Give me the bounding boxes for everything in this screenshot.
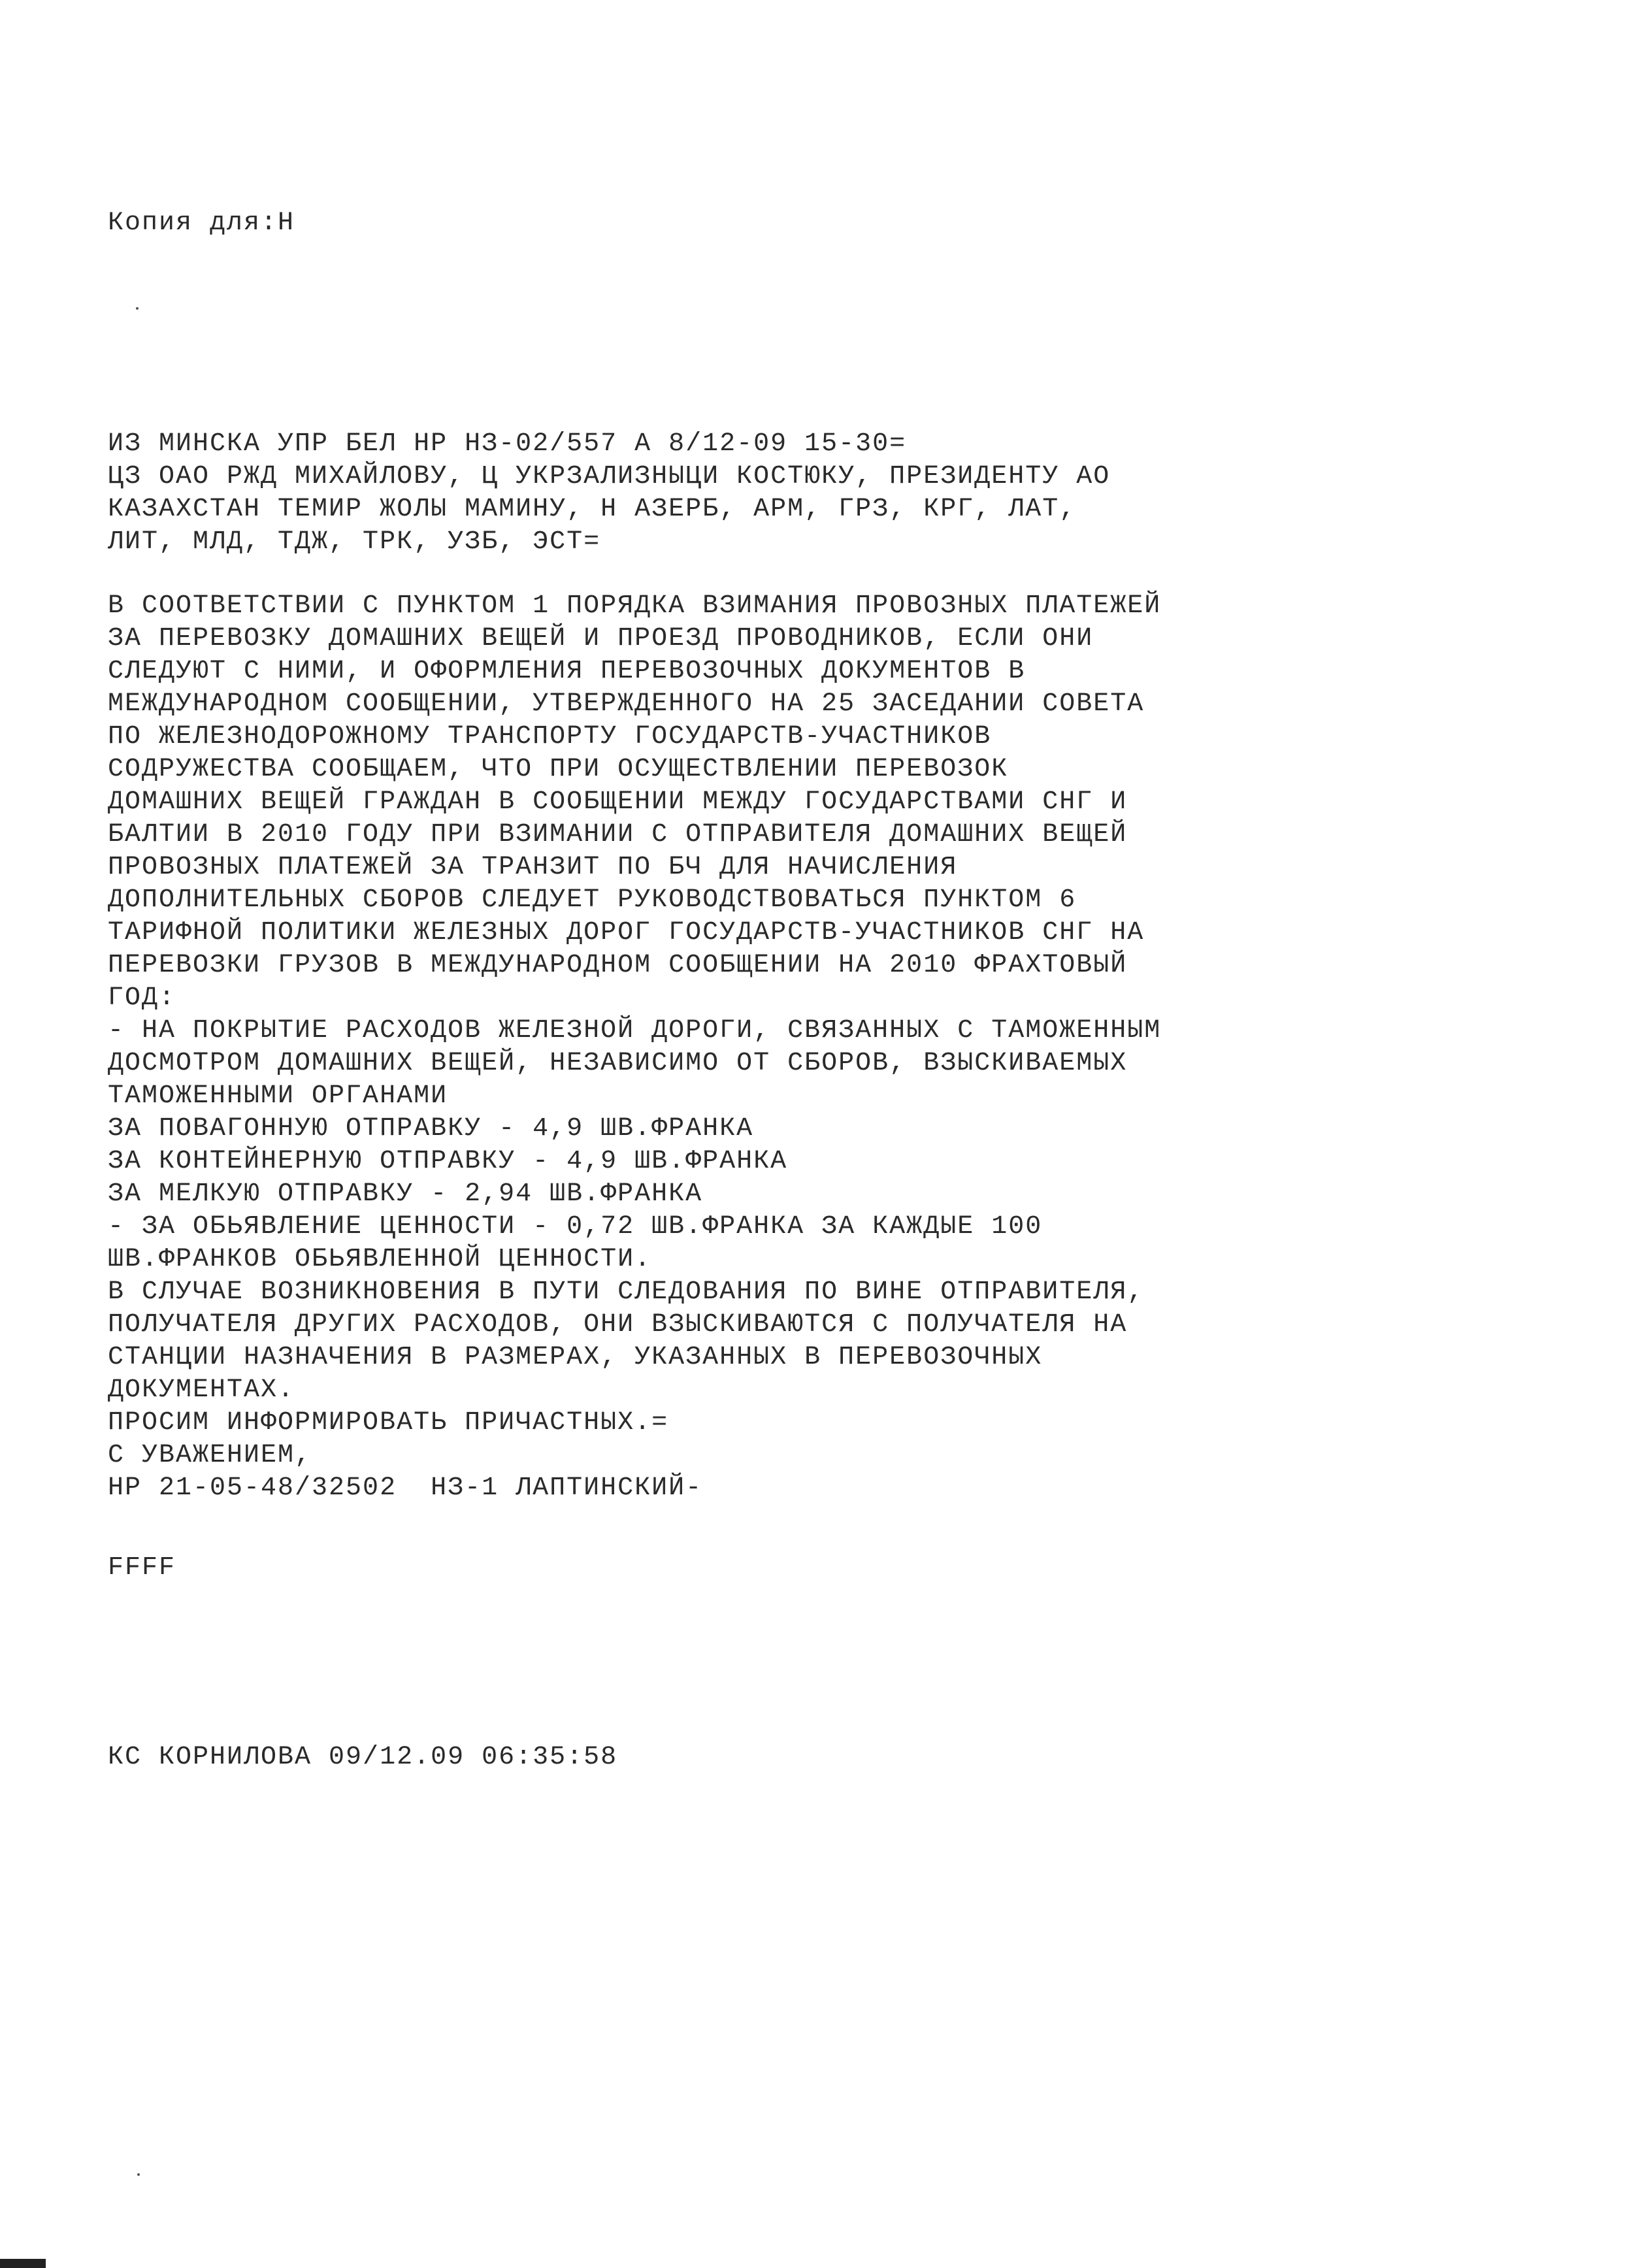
body-line: ПО ЖЕЛЕЗНОДОРОЖНОМУ ТРАНСПОРТУ ГОСУДАРСТВ-УЧАСТНИКОВ	[108, 722, 992, 751]
body-line: СТАНЦИИ НАЗНАЧЕНИЯ В РАЗМЕРАХ, УКАЗАННЫХ В ПЕРЕВОЗОЧНЫХ	[108, 1343, 1043, 1372]
body-line: ПОЛУЧАТЕЛЯ ДРУГИХ РАСХОДОВ, ОНИ ВЗЫСКИВАЮТСЯ С ПОЛУЧАТЕЛЯ НА	[108, 1310, 1128, 1339]
address-line: ЛИТ, МЛД, ТДЖ, ТРК, УЗБ, ЭСТ=	[108, 527, 601, 557]
address-line: КАЗАХСТАН ТЕМИР ЖОЛЫ МАМИНУ, Н АЗЕРБ, АРМ, ГРЗ, КРГ, ЛАТ,	[108, 495, 1077, 524]
footer-code: FFFF	[108, 1553, 176, 1583]
address-line: ЦЗ ОАО РЖД МИХАЙЛОВУ, Ц УКРЗАЛИЗНЫЦИ КОСТЮКУ, ПРЕЗИДЕНТУ АО	[108, 462, 1111, 491]
body-line: ЗА КОНТЕЙНЕРНУЮ ОТПРАВКУ - 4,9 ШВ.ФРАНКА	[108, 1147, 788, 1176]
body-line: В СЛУЧАЕ ВОЗНИКНОВЕНИЯ В ПУТИ СЛЕДОВАНИЯ ПО ВИНЕ ОТПРАВИТЕЛЯ,	[108, 1277, 1145, 1307]
body-line: ТАРИФНОЙ ПОЛИТИКИ ЖЕЛЕЗНЫХ ДОРОГ ГОСУДАРСТВ-УЧАСТНИКОВ СНГ НА	[108, 918, 1145, 947]
body-line: ГОД:	[108, 983, 176, 1013]
body-line: ЗА МЕЛКУЮ ОТПРАВКУ - 2,94 ШВ.ФРАНКА	[108, 1179, 703, 1209]
body-line: ПЕРЕВОЗКИ ГРУЗОВ В МЕЖДУНАРОДНОМ СООБЩЕНИИ НА 2010 ФРАХТОВЫЙ	[108, 951, 1128, 980]
body-line: НР 21-05-48/32502 НЗ-1 ЛАПТИНСКИЙ-	[108, 1473, 703, 1503]
body-line: СОДРУЖЕСТВА СООБЩАЕМ, ЧТО ПРИ ОСУЩЕСТВЛЕНИИ ПЕРЕВОЗОК	[108, 755, 1009, 784]
scan-speck	[136, 307, 139, 310]
body-line: ПРОВОЗНЫХ ПЛАТЕЖЕЙ ЗА ТРАНЗИТ ПО БЧ ДЛЯ НАЧИСЛЕНИЯ	[108, 853, 958, 882]
body-line: ЗА ПОВАГОННУЮ ОТПРАВКУ - 4,9 ШВ.ФРАНКА	[108, 1114, 754, 1143]
body-line: В СООТВЕТСТВИИ С ПУНКТОМ 1 ПОРЯДКА ВЗИМАНИЯ ПРОВОЗНЫХ ПЛАТЕЖЕЙ	[108, 591, 1162, 621]
body-line: - НА ПОКРЫТИЕ РАСХОДОВ ЖЕЛЕЗНОЙ ДОРОГИ, СВЯЗАННЫХ С ТАМОЖЕННЫМ	[108, 1016, 1162, 1045]
body-line: ШВ.ФРАНКОВ ОБЬЯВЛЕННОЙ ЦЕННОСТИ.	[108, 1245, 652, 1274]
body-line: БАЛТИИ В 2010 ГОДУ ПРИ ВЗИМАНИИ С ОТПРАВИТЕЛЯ ДОМАШНИХ ВЕЩЕЙ	[108, 820, 1128, 849]
address-line: ИЗ МИНСКА УПР БЕЛ НР НЗ-02/557 А 8/12-09 15-30=	[108, 429, 907, 459]
body-line: ДОПОЛНИТЕЛЬНЫХ СБОРОВ СЛЕДУЕТ РУКОВОДСТВОВАТЬСЯ ПУНКТОМ 6	[108, 885, 1077, 915]
body-line: - ЗА ОБЬЯВЛЕНИЕ ЦЕННОСТИ - 0,72 ШВ.ФРАНКА ЗА КАЖДЫЕ 100	[108, 1212, 1043, 1241]
scan-speck	[137, 2173, 140, 2176]
body-line: ЗА ПЕРЕВОЗКУ ДОМАШНИХ ВЕЩЕЙ И ПРОЕЗД ПРОВОДНИКОВ, ЕСЛИ ОНИ	[108, 624, 1094, 653]
body-line: ПРОСИМ ИНФОРМИРОВАТЬ ПРИЧАСТНЫХ.=	[108, 1408, 669, 1438]
body-line: СЛЕДУЮТ С НИМИ, И ОФОРМЛЕНИЯ ПЕРЕВОЗОЧНЫХ ДОКУМЕНТОВ В	[108, 657, 1026, 686]
copy-for-line: Копия для:Н	[108, 208, 295, 238]
scan-edge-mark	[0, 2259, 46, 2268]
body-line: ДОСМОТРОМ ДОМАШНИХ ВЕЩЕЙ, НЕЗАВИСИМО ОТ СБОРОВ, ВЗЫСКИВАЕМЫХ	[108, 1049, 1128, 1078]
body-line: С УВАЖЕНИЕМ,	[108, 1441, 312, 1470]
body-line: ТАМОЖЕННЫМИ ОРГАНАМИ	[108, 1081, 448, 1111]
body-line: ДОМАШНИХ ВЕЩЕЙ ГРАЖДАН В СООБЩЕНИИ МЕЖДУ ГОСУДАРСТВАМИ СНГ И	[108, 787, 1128, 817]
operator-timestamp-line: КС КОРНИЛОВА 09/12.09 06:35:58	[108, 1743, 618, 1772]
body-line: ДОКУМЕНТАХ.	[108, 1375, 295, 1405]
body-line: МЕЖДУНАРОДНОМ СООБЩЕНИИ, УТВЕРЖДЕННОГО НА 25 ЗАСЕДАНИИ СОВЕТА	[108, 689, 1145, 719]
